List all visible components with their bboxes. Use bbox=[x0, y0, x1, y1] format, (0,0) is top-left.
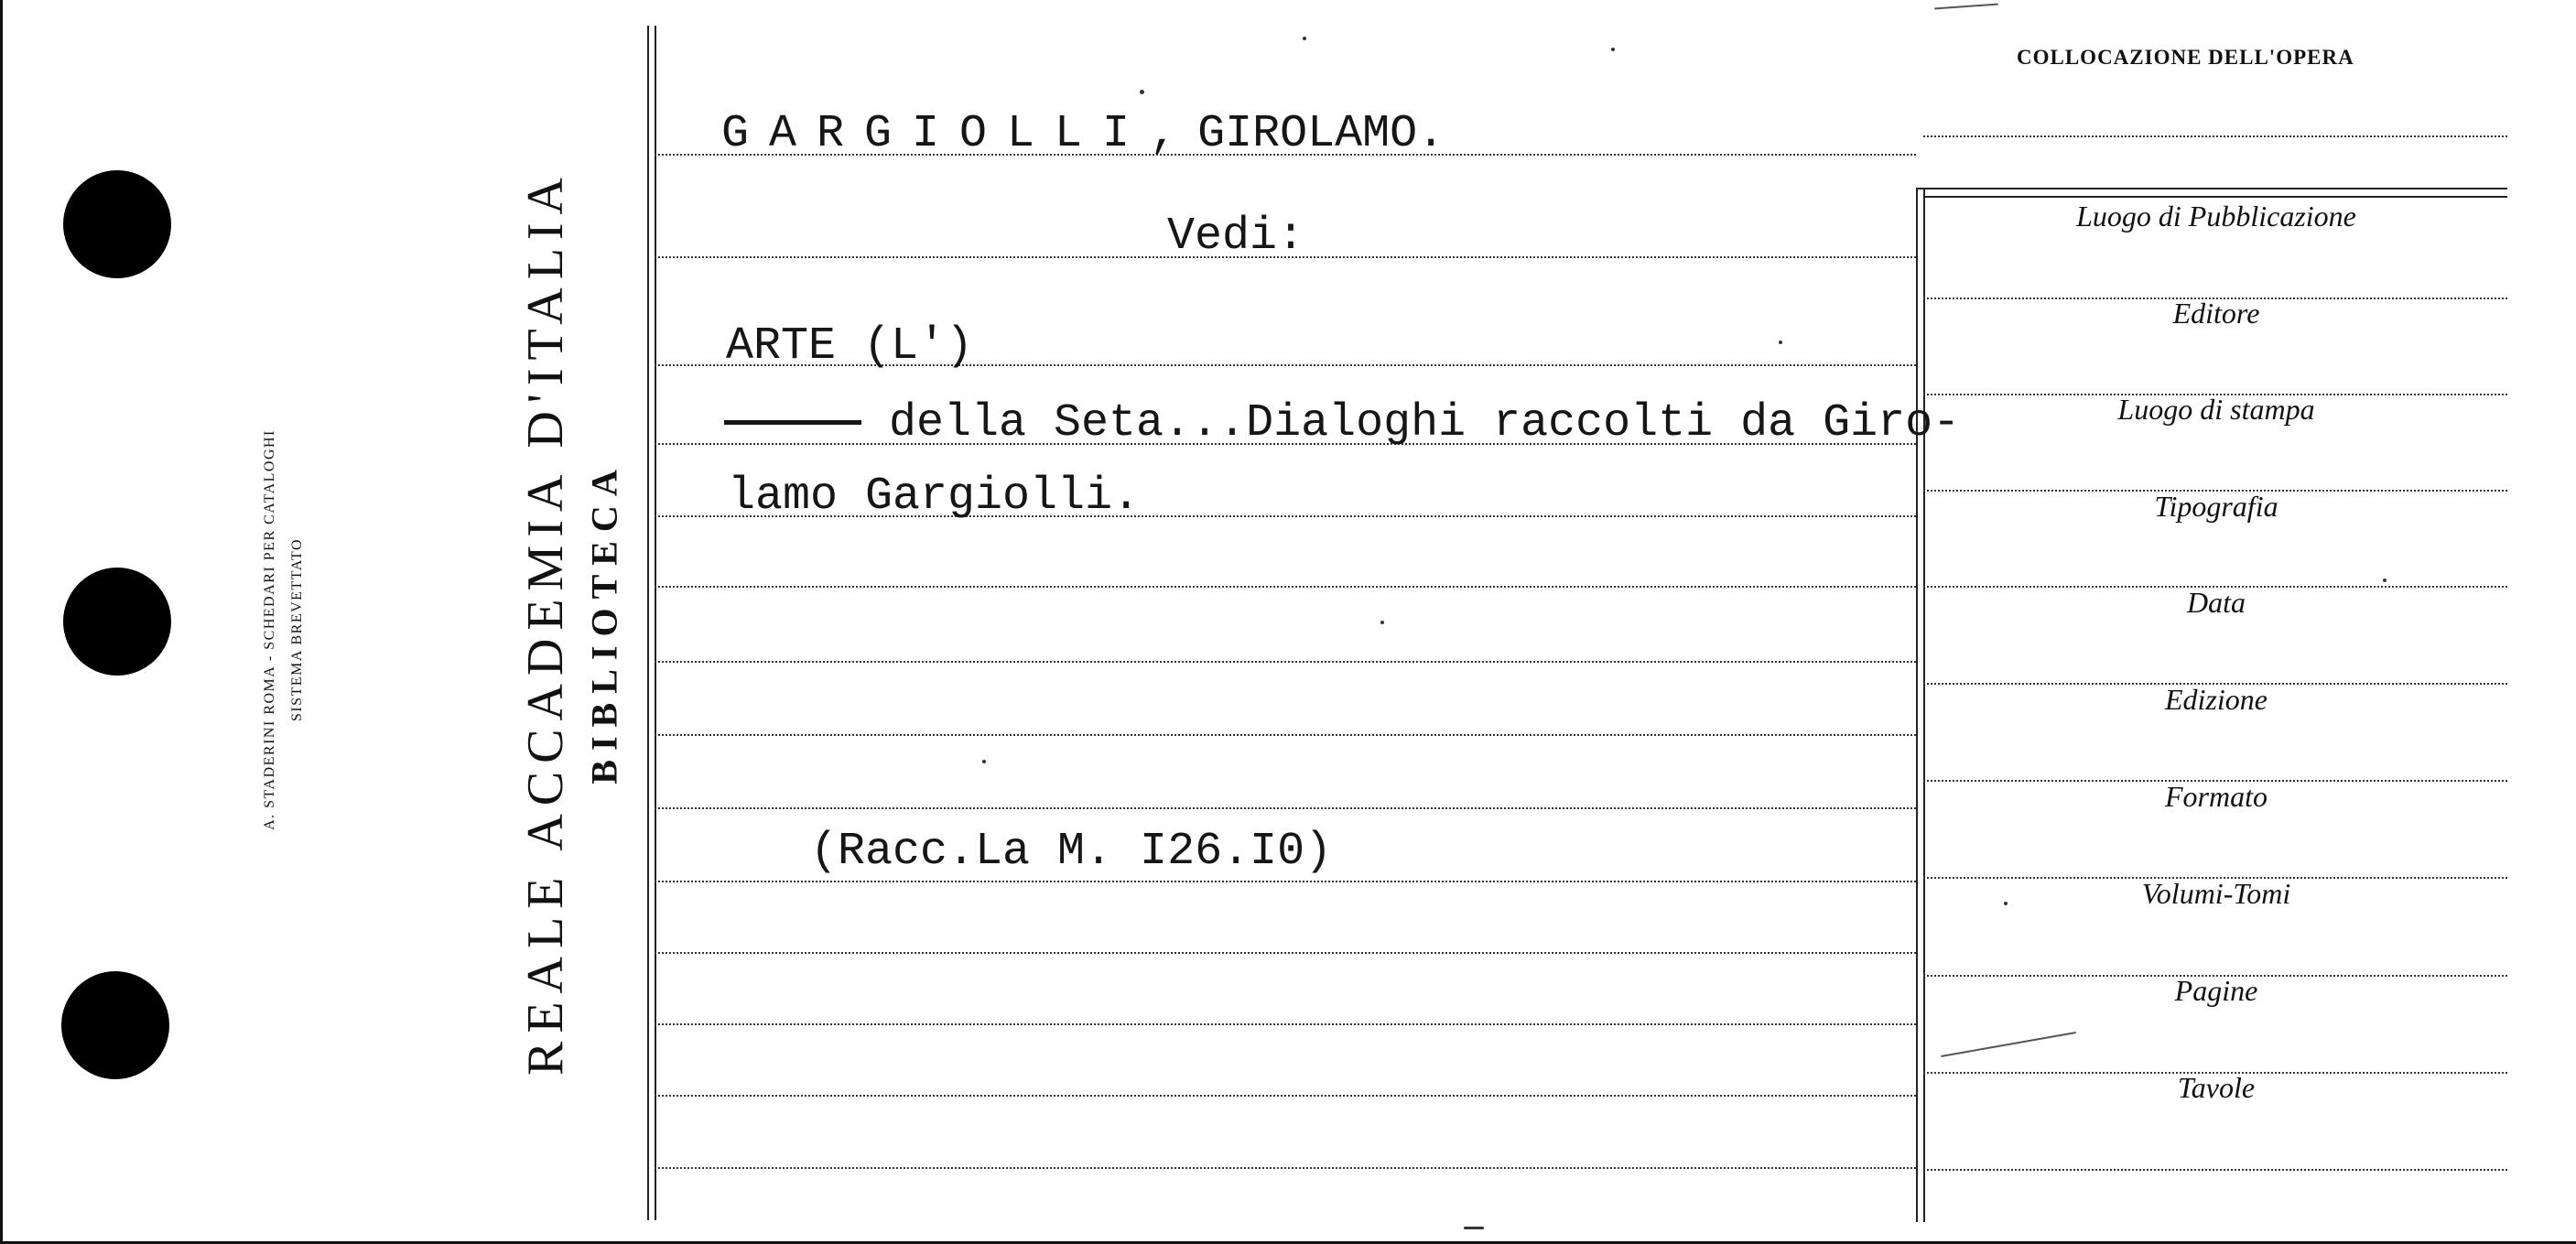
field-label-luogo-di-stampa: Luogo di stampa bbox=[2117, 393, 2315, 426]
field-label-pagine: Pagine bbox=[2174, 974, 2258, 1007]
scan-speck bbox=[982, 760, 986, 763]
collocazione-line bbox=[1923, 135, 2507, 137]
ruled-line bbox=[655, 1023, 1916, 1025]
scan-speck bbox=[1941, 1032, 2076, 1057]
ruled-line bbox=[655, 952, 1916, 954]
ruled-line bbox=[655, 1167, 1916, 1169]
punch-hole-top bbox=[63, 170, 171, 278]
title-line-1-text: della Seta...Dialoghi raccolti da Giro- bbox=[889, 397, 1961, 449]
collocazione-header: COLLOCAZIONE DELL'OPERA bbox=[2017, 46, 2354, 69]
title-line-1 bbox=[724, 397, 1960, 449]
author-surname: GARGIOLLI, bbox=[721, 108, 1198, 160]
scan-speck bbox=[1464, 1227, 1484, 1229]
field-ruled-line bbox=[1923, 1169, 2507, 1171]
left-margin-rule-inner bbox=[655, 26, 656, 1220]
scan-speck bbox=[2383, 579, 2387, 582]
left-margin-rule bbox=[647, 26, 649, 1220]
printer-patent-note: SISTEMA BREVETTATO bbox=[289, 537, 305, 722]
field-label-luogo-di-pubblicazione: Luogo di Pubblicazione bbox=[2076, 200, 2356, 233]
scan-speck bbox=[1380, 621, 1384, 624]
scan-speck bbox=[1303, 37, 1306, 40]
scan-speck bbox=[1611, 48, 1615, 51]
punch-hole-bottom bbox=[61, 971, 169, 1079]
field-label-tipografia: Tipografia bbox=[2154, 490, 2278, 523]
library-name: BIBLIOTECA bbox=[583, 460, 625, 784]
printer-imprint: A. STADERINI ROMA - SCHEDARI PER CATALOGHI bbox=[262, 429, 277, 830]
field-label-formato: Formato bbox=[2165, 780, 2268, 813]
title-line-2: lamo Gargiolli. bbox=[728, 471, 1141, 523]
ruled-line bbox=[655, 807, 1916, 809]
scan-speck bbox=[1140, 90, 1144, 94]
field-label-editore: Editore bbox=[2172, 297, 2260, 330]
institution-name: REALE ACCADEMIA D'ITALIA bbox=[517, 169, 574, 1076]
field-label-edizione: Edizione bbox=[2165, 683, 2268, 716]
ruled-line bbox=[655, 734, 1916, 736]
scan-speck bbox=[2004, 902, 2008, 905]
scan-speck bbox=[1934, 4, 1998, 10]
field-column-top-rule-inner bbox=[1923, 196, 2507, 198]
field-label-volumi-tomi: Volumi-Tomi bbox=[2141, 877, 2291, 910]
ruled-line bbox=[655, 661, 1916, 663]
shelfmark: (Racc.La M. I26.I0) bbox=[810, 826, 1333, 878]
ruled-line bbox=[655, 1095, 1916, 1097]
scan-speck bbox=[1779, 341, 1782, 344]
see-reference: Vedi: bbox=[1167, 211, 1305, 263]
punch-hole-middle bbox=[63, 568, 171, 676]
author-heading bbox=[721, 108, 1445, 160]
field-label-tavole: Tavole bbox=[2177, 1071, 2256, 1104]
field-label-data: Data bbox=[2187, 586, 2246, 619]
title-heading: ARTE (L') bbox=[726, 320, 974, 373]
repeat-heading-dash bbox=[724, 420, 861, 425]
field-column-top-rule bbox=[1916, 188, 2507, 189]
ruled-line bbox=[655, 586, 1916, 588]
field-column-rule bbox=[1916, 188, 1918, 1222]
ruled-line bbox=[655, 881, 1916, 882]
author-given-name: GIROLAMO. bbox=[1197, 108, 1445, 160]
